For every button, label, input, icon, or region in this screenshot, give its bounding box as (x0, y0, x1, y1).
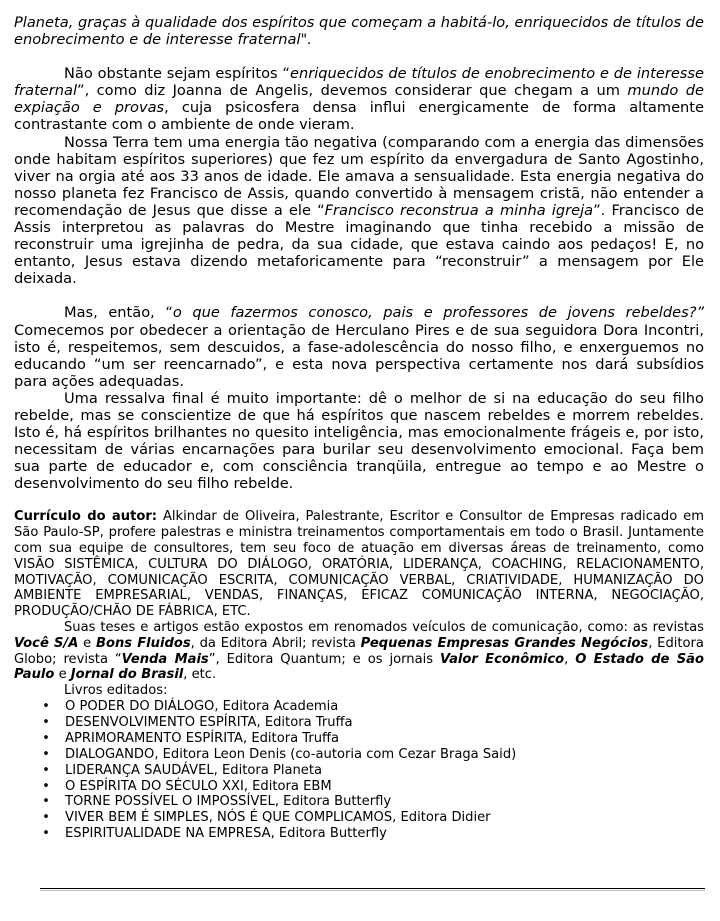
bullet-icon: • (42, 746, 50, 762)
list-item: • O ESPÍRITA DO SÉCULO XXI, Editora EBM (39, 779, 704, 795)
books-list (14, 699, 704, 842)
author-publications: Suas teses e artigos estão expostos em renomados veículos de comunicação, como: as revistas Você S/A e Bons Fluidos, da Editora Abril; revista Pequenas Empresas Grandes Negócios, Editora Globo; revista “Venda Mais”, Editora Quantum; e os jornais Valor Econômico, O Estado de São Paulo e Jornal do Brasil, etc. (14, 620, 704, 683)
list-item: • LIDERANÇA SAUDÁVEL, Editora Planeta (39, 763, 704, 779)
paragraph-4: Uma ressalva final é muito importante: dê o melhor de si na educação do seu filho rebelde, mas se conscientize de que há espíritos que nascem rebeldes e morrem rebeldes. Isto é, há espíritos brilhantes no quesito inteligência, mas emocionalmente frágeis e, por isto, necessitam de várias encarnações para burilar seu desenvolvimento emocional. Faça bem sua parte de educador e, com consciência tranqüila, entregue ao tempo e ao Mestre o desenvolvimento do seu filho rebelde. (14, 389, 704, 493)
list-item: • TORNE POSSÍVEL O IMPOSSÍVEL, Editora Butterfly (39, 794, 704, 810)
list-item: • O PODER DO DIÁLOGO, Editora Academia (39, 699, 704, 715)
list-item: • DIALOGANDO, Editora Leon Denis (co-autoria com Cezar Braga Said) (39, 747, 704, 763)
bullet-icon: • (42, 714, 50, 730)
footer-divider (40, 888, 705, 889)
paragraph-3: Mas, então, “o que fazermos conosco, pais e professores de jovens rebeldes?” Comecemos por obedecer a orientação de Herculano Pires e de sua seguidora Dora Incontri, isto é, respeitemos, sem descuidos, a fase-adolescência do nosso filho, e enxerguemos no educando “um ser reencarnado”, e esta nova perspectiva certamente nos dará subsídios para ações adequadas. (14, 304, 704, 390)
bullet-icon: • (42, 810, 50, 826)
bullet-icon: • (42, 794, 50, 810)
bullet-icon: • (42, 778, 50, 794)
bullet-icon: • (42, 730, 50, 746)
bullet-icon: • (42, 699, 50, 714)
curriculum-label: Currículo do autor: (14, 509, 158, 525)
list-item: • VIVER BEM É SIMPLES, NÓS É QUE COMPLICAMOS, Editora Didier (39, 810, 704, 826)
list-item: • APRIMORAMENTO ESPÍRITA, Editora Truffa (39, 731, 704, 747)
bullet-icon: • (42, 826, 50, 842)
paragraph-2: Nossa Terra tem uma energia tão negativa (comparando com a energia das dimensões onde habitam espíritos superiores) que fez um espírito da envergadura de Santo Agostinho, viver na orgia até aos 33 anos de idade. Ele amava a sensualidade. Esta energia negativa do nosso planeta fez Francisco de Assis, quando convertido à mensagem cristã, não entender a recomendação de Jesus que disse a ele “Francisco reconstrua a minha igreja”. Francisco de Assis interpretou as palavras do Mestre imaginando que tinha recebido a missão de reconstruir uma igrejinha de pedra, da sua cidade, que estava caindo aos pedaços! E, no entanto, Jesus estava dizendo metaforicamente para “reconstruir” a mensagem por Ele deixada. (14, 133, 704, 288)
document-page (14, 14, 704, 842)
bullet-icon: • (42, 762, 50, 778)
list-item: • ESPIRITUALIDADE NA EMPRESA, Editora Butterfly (39, 826, 704, 842)
books-label: Livros editados: (64, 683, 168, 699)
quote-text: Planeta, graças à qualidade dos espíritos que começam a habitá-lo, enriquecidos de títulos de enobrecimento e de interesse fraternal". (14, 14, 704, 49)
paragraph-intro (14, 14, 704, 48)
author-curriculum: Currículo do autor: Alkindar de Oliveira, Palestrante, Escritor e Consultor de Empresas radicado em São Paulo-SP, profere palestras e ministra treinamentos comportamentais em todo o Brasil. Juntamente com sua equipe de consultores, tem seu foco de atuação em diversas áreas de treinamento, como VISÃO SISTÊMICA, CULTURA DO DIÁLOGO, ORATÓRIA, LIDERANÇA, COACHING, RELACIONAMENTO, MOTIVAÇÃO, COMUNICAÇÃO ESCRITA, COMUNICAÇÃO VERBAL, CRIATIVIDADE, HUMANIZAÇÃO DO AMBIENTE EMPRESARIAL, VENDAS, FINANÇAS, EFICAZ COMUNICAÇÃO INTERNA, NEGOCIAÇÃO, PRODUÇÃO/CHÃO DE FÁBRICA, ETC. (14, 509, 704, 620)
paragraph-1: Não obstante sejam espíritos “enriquecidos de títulos de enobrecimento e de interesse fraternal”, como diz Joanna de Angelis, devemos considerar que chegam a um mundo de expiação e provas, cuja psicosfera densa influi energicamente de forma altamente contrastante com o ambiente de onde vieram. (14, 65, 705, 134)
footer-divider-shadow (40, 890, 705, 891)
list-item: • DESENVOLVIMENTO ESPÍRITA, Editora Truffa (39, 715, 704, 731)
